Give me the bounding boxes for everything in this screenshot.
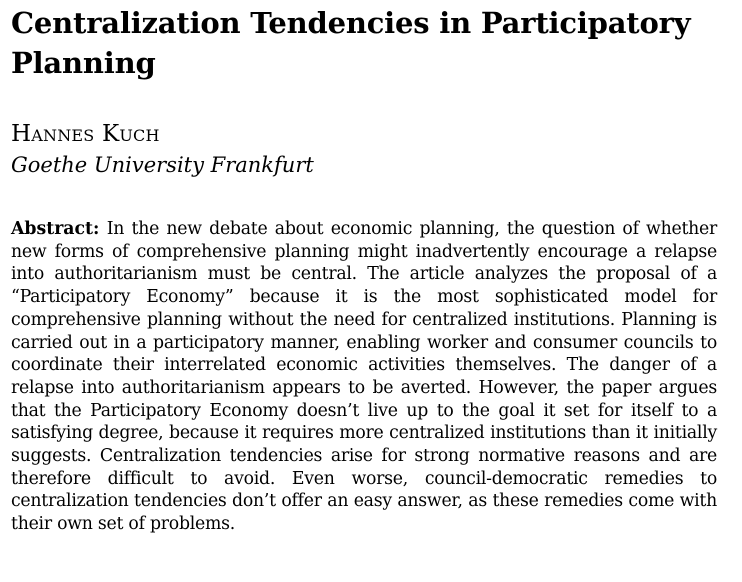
- abstract-text: In the new debate about economic planning, the question of whether new forms of comprehensive planning might inadvertently encourage a relapse into authoritarianism must be central. The article analyzes the proposal of a “Participatory Economy” because it is the most sophisticated model for comprehensive planning without the need for centralized institutions. Planning is carried out in a participatory manner, enabling worker and consumer councils to coordinate their interrelated economic activities themselves. The danger of a relapse into authoritarianism appears to be averted. However, the paper argues that the Participatory Economy doesn’t live up to the goal it set for itself to a satisfying degree, because it requires more centralized institutions than it initially suggests. Centralization tendencies arise for strong normative reasons and are therefore difficult to avoid. Even worse, council-democratic remedies to centralization tendencies don’t offer an easy answer, as these remedies come with their own set of problems.: [11, 219, 718, 535]
- author-name: Hannes Kuch: [11, 121, 160, 147]
- paper-title: Centralization Tendencies in Participatory Planning: [11, 6, 691, 80]
- author-affiliation: Goethe University Frankfurt: [11, 153, 314, 177]
- abstract-label: Abstract:: [11, 219, 100, 239]
- abstract: [11, 218, 717, 536]
